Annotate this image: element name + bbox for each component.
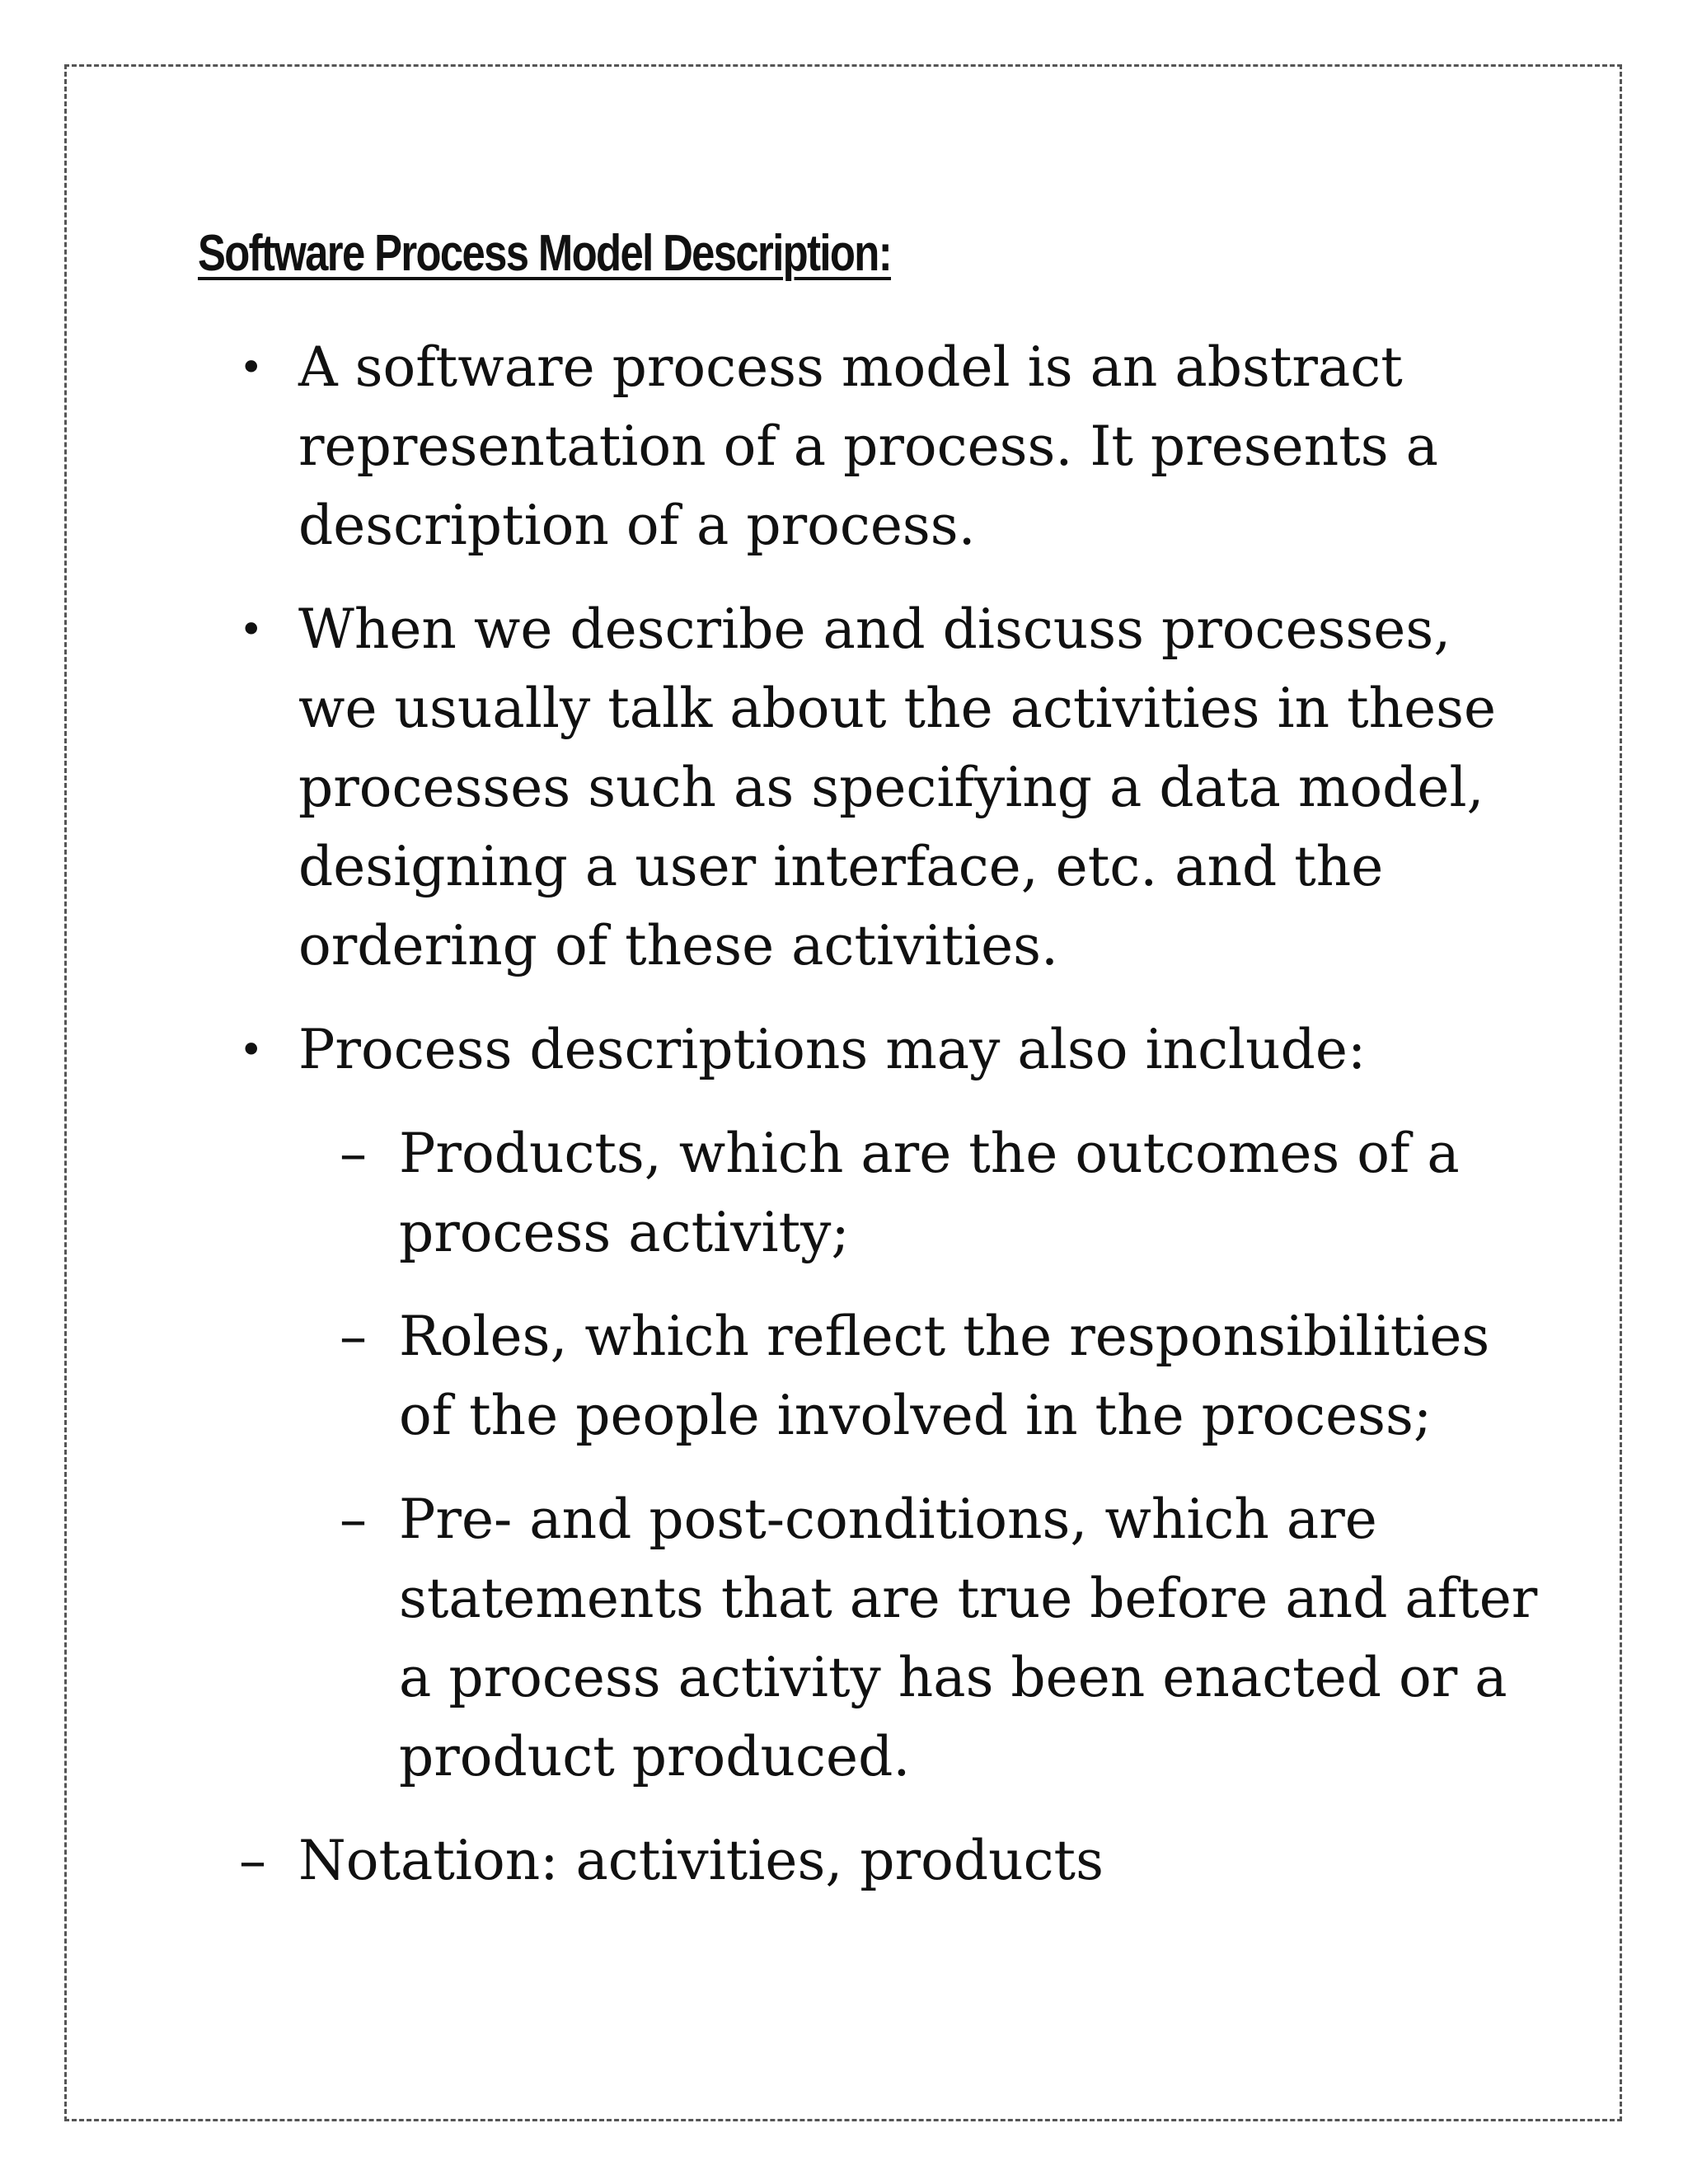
list-item	[239, 328, 1541, 565]
bullet-list	[239, 328, 1541, 1090]
sub-list-item	[239, 1114, 1541, 1272]
bullet-text: A software process model is an abstract representation of a process. It presents a description of a process.	[298, 335, 1438, 557]
sub-list	[239, 1114, 1541, 1797]
footer-item	[239, 1821, 1541, 1900]
footer-item-text: Notation: activities, products	[298, 1829, 1104, 1892]
sub-item-text: Products, which are the outcomes of a process activity;	[399, 1122, 1460, 1264]
document-body	[239, 328, 1541, 1900]
bullet-text: When we describe and discuss processes, we usually talk about the activities in these processes such as specifying a data model, designing a user interface, etc. and the ordering of these activities.	[298, 598, 1497, 977]
dash-icon: –	[340, 1122, 367, 1185]
sub-list-item	[239, 1297, 1541, 1455]
dash-icon: –	[239, 1829, 266, 1892]
sub-item-text: Pre- and post-conditions, which are statements that are true before and after a process activity has been enacted or a product produced.	[399, 1488, 1538, 1788]
list-item	[239, 1010, 1541, 1090]
bullet-icon: •	[239, 1026, 264, 1074]
sub-list-item	[239, 1480, 1541, 1797]
dash-icon: –	[340, 1305, 367, 1368]
page-title: Software Process Model Description:	[198, 225, 891, 282]
sub-item-text: Roles, which reflect the responsibilities of the people involved in the process;	[399, 1305, 1490, 1447]
dash-icon: –	[340, 1488, 367, 1551]
bullet-icon: •	[239, 344, 264, 391]
list-item	[239, 590, 1541, 986]
bullet-text: Process descriptions may also include:	[298, 1018, 1367, 1081]
bullet-icon: •	[239, 606, 264, 654]
